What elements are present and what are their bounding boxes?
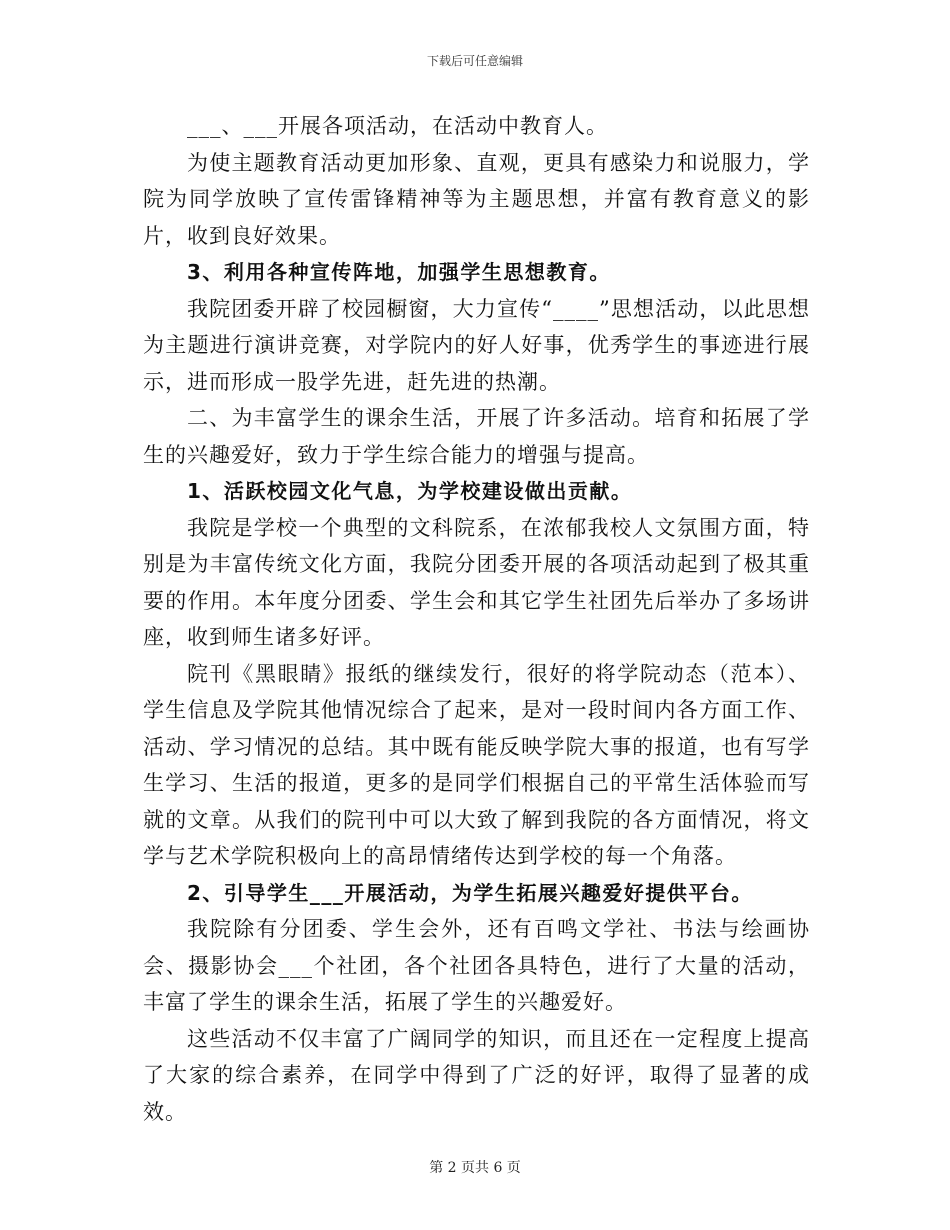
paragraph-5: 二、为丰富学生的课余生活，开展了许多活动。培育和拓展了学生的兴趣爱好，致力于学生综合能力的增强与提高。 (143, 406, 810, 467)
section-heading-3: 3、利用各种宣传阵地，加强学生思想教育。 (187, 260, 611, 284)
paragraph-11: 这些活动不仅丰富了广阔同学的知识，而且还在一定程度上提高了大家的综合素养，在同学中得到了广泛的好评，取得了显著的成效。 (143, 1026, 810, 1124)
page-header: 下载后可任意编辑 (426, 54, 523, 68)
paragraph-7: 我院是学校一个典型的文科院系，在浓郁我校人文氛围方面，特别是为丰富传统文化方面，我院分团委开展的各项活动起到了极其重要的作用。本年度分团委、学生会和其它学生社团先后举办了多场讲座，收到师生诸多好评。 (143, 515, 810, 649)
paragraph-2: 为使主题教育活动更加形象、直观，更具有感染力和说服力，学院为同学放映了宣传雷锋精神等为主题思想，并富有教育意义的影片，收到良好效果。 (143, 150, 810, 248)
paragraph-4: 我院团委开辟了校园橱窗，大力宣传“____”思想活动，以此思想为主题进行演讲竞赛，对学院内的好人好事，优秀学生的事迹进行展示，进而形成一股学先进，赶先进的热潮。 (143, 296, 810, 394)
page-footer: 第 2 页共 6 页 (429, 1160, 521, 1176)
section-heading-2: 2、引导学生___开展活动，为学生拓展兴趣爱好提供平台。 (187, 880, 753, 905)
paragraph-10: 我院除有分团委、学生会外，还有百鸣文学社、书法与绘画协会、摄影协会___个社团，各个社团各具特色，进行了大量的活动，丰富了学生的课余生活，拓展了学生的兴趣爱好。 (143, 917, 810, 1014)
paragraph-8: 院刊《黑眼睛》报纸的继续发行，很好的将学院动态（范本）、学生信息及学院其他情况综合了起来，是对一段时间内各方面工作、活动、学习情况的总结。其中既有能反映学院大事的报道，也有写学生学习、生活的报道，更多的是同学们根据自己的平常生活体验而写就的文章。从我们的院刊中可以大致了解到我院的各方面情况，将文学与艺术学院积极向上的高昂情绪传达到学校的每一个角落。 (143, 661, 810, 868)
document-body (143, 108, 810, 1130)
section-heading-1: 1、活跃校园文化气息，为学校建设做出贡献。 (187, 479, 633, 503)
paragraph-1: ___、___开展各项活动，在活动中教育人。 (187, 114, 608, 138)
